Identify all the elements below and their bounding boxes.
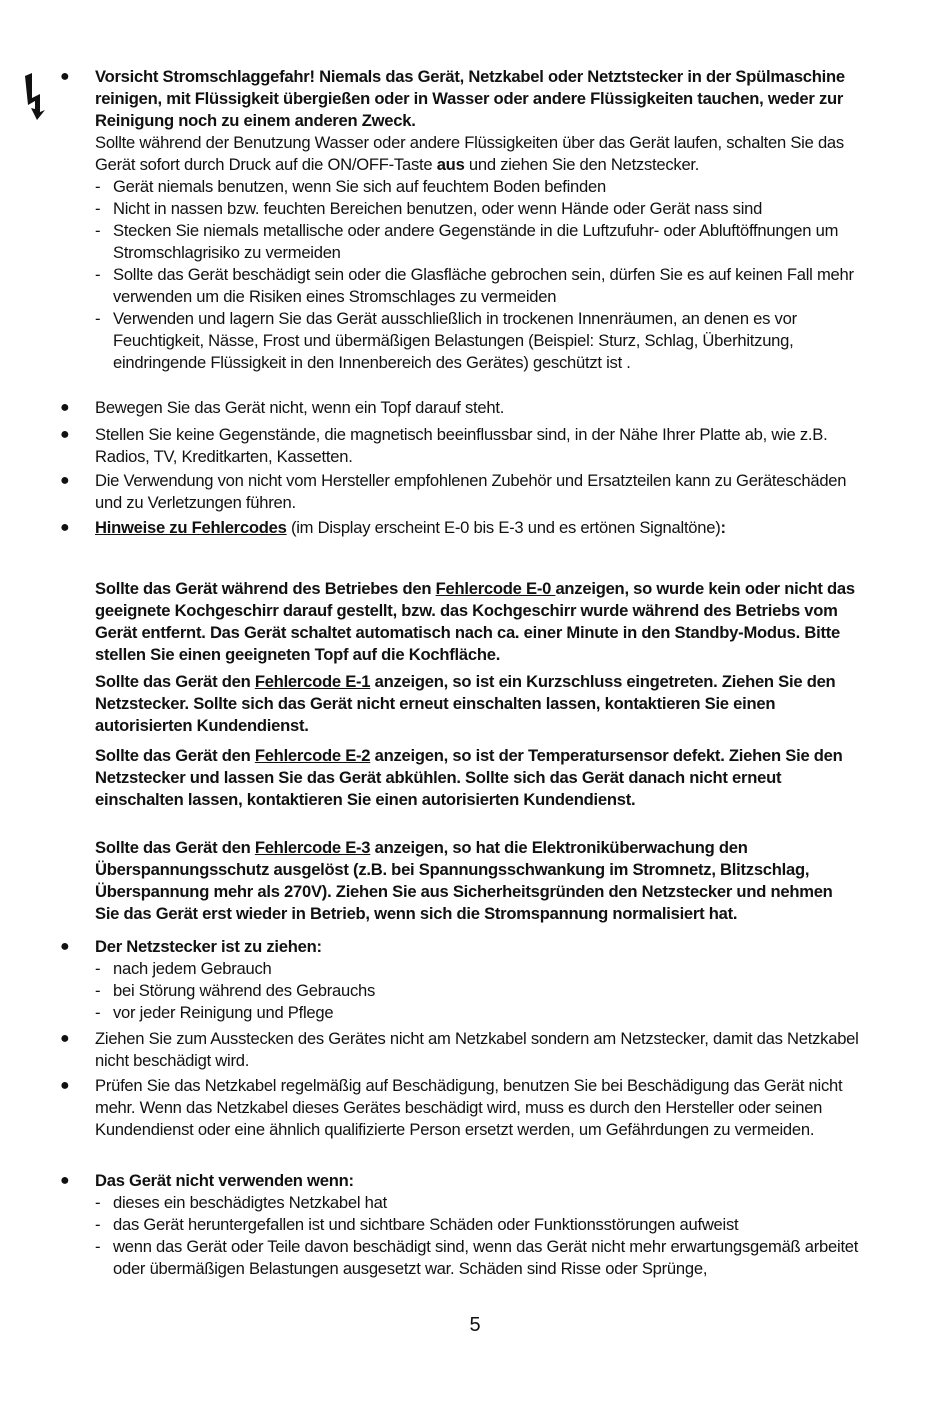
safety-item-error-codes: ● Hinweise zu Fehlercodes (im Display erscheint E-0 bis E-3 und es ertönen Signaltöne): [60,518,726,537]
lightning-warning-icon [20,70,48,122]
error-code-e2: Sollte das Gerät den Fehlercode E-2 anzeigen, so ist der Temperatursensor defekt. Ziehen Sie den Netzstecker und lassen Sie das Gerät abkühlen. Sollte sich das Gerät danach nicht erneut einschalten lassen, kontaktieren Sie einen autorisierten Kundendienst. [95,745,843,809]
error-codes-heading: Hinweise zu Fehlercodes [95,518,287,537]
bullet-icon: ● [60,1030,70,1047]
safety-item-pull-plug: ● Ziehen Sie zum Ausstecken des Gerätes nicht am Netzkabel sondern am Netzstecker, damit das Netzkabel nicht beschädigt wird. [60,1029,859,1070]
list-item: - wenn das Gerät oder Teile davon beschädigt sind, wenn das Gerät nicht mehr erwartungsgemäß arbeitet oder übermäßigen Belastungen ausgesetzt war. Schäden sind Risse oder Sprünge, [95,1237,859,1278]
safety-item-cable-check: ● Prüfen Sie das Netzkabel regelmäßig auf Beschädigung, benutzen Sie bei Beschädigung das Gerät nicht mehr. Wenn das Netzkabel dieses Gerätes beschädigt wird, muss es durch den Hersteller oder seinen Kundendienst oder eine ähnlich qualifizierte Person ersetzt werden, um Gefährdungen zu vermeiden. [60,1076,843,1139]
shock-warning-text: Sollte während der Benutzung Wasser oder andere Flüssigkeiten über das Gerät laufen, schalten Sie das Gerät sofort durch Druck auf die ON/OFF-Taste aus und ziehen Sie den Netzstecker. [95,133,844,174]
safety-item-no-moving: ● Bewegen Sie das Gerät nicht, wenn ein Topf darauf steht. [60,398,505,417]
safety-item-unplug: ● Der Netzstecker ist zu ziehen: - nach jedem Gebrauch - bei Störung während des Gebrauchs - vor jeder Reinigung und Pflege [95,936,875,1024]
list-item: - Gerät niemals benutzen, wenn Sie sich auf feuchtem Boden befinden [95,177,606,196]
list-item: - bei Störung während des Gebrauchs [95,981,376,1000]
safety-item-accessories: ● Die Verwendung von nicht vom Hersteller empfohlenen Zubehör und Ersatzteilen kann zu Geräteschäden und zu Verletzungen führen. [60,471,847,512]
error-code-e0: Sollte das Gerät während des Betriebes den Fehlercode E-0 anzeigen, so wurde kein oder nicht das geeignete Kochgeschirr darauf gestellt, bzw. das Kochgeschirr wurde während des Betriebs vom Gerät entfernt. Das Gerät schaltet automatisch nach ca. einer Minute in den Standby-Modus. Bitte stellen Sie einen geeigneten Topf auf die Kochfläche. [95,578,855,664]
list-item: - das Gerät heruntergefallen ist und sichtbare Schäden oder Funktionsstörungen aufweist [95,1215,739,1234]
bullet-icon: ● [60,1172,70,1189]
list-item: - vor jeder Reinigung und Pflege [95,1003,334,1022]
page-number: 5 [469,1314,481,1336]
error-code-e1: Sollte das Gerät den Fehlercode E-1 anzeigen, so ist ein Kurzschluss eingetreten. Ziehen Sie den Netzstecker. Sollte sich das Gerät nicht erneut einschalten lassen, kontaktieren Sie einen autorisierten Kundendienst. [95,671,836,735]
bullet-icon: ● [60,472,70,489]
list-item: - Verwenden und lagern Sie das Gerät ausschließlich in trockenen Innenräumen, an denen es vor Feuchtigkeit, Nässe, Frost und übermäßigen Belastungen (Beispiel: Sturz, Schlag, Überhitzung, eindringende Flüssigkeit in den Innenbereich des Gerätes) geschützt ist . [95,309,797,372]
bullet-icon: ● [60,426,70,443]
bullet-icon: ● [60,519,70,536]
list-item: - Stecken Sie niemals metallische oder andere Gegenstände in die Luftzufuhr- oder Abluftöffnungen um Stromschlagrisiko zu vermeiden [95,221,839,262]
bullet-icon: ● [60,68,70,85]
list-item: - Nicht in nassen bzw. feuchten Bereichen benutzen, oder wenn Hände oder Gerät nass sind [95,199,763,218]
error-code-e3: Sollte das Gerät den Fehlercode E-3 anzeigen, so hat die Elektroniküberwachung den Überspannungsschutz ausgelöst (z.B. bei Spannungsschwankung im Stromnetz, Blitzschlag, Überspannung mehr als 270V). Ziehen Sie aus Sicherheitsgründen den Netzstecker und nehmen Sie das Gerät erst wieder in Betrieb, wenn sich die Stromspannung normalisiert hat. [95,837,833,923]
bullet-icon: ● [60,938,70,955]
bullet-icon: ● [60,1077,70,1094]
list-item: - nach jedem Gebrauch [95,959,272,978]
safety-item-do-not-use: ● Das Gerät nicht verwenden wenn: - dieses ein beschädigtes Netzkabel hat - das Gerät heruntergefallen ist und sichtbare Schäden oder Funktionsstörungen aufweist - wenn das Gerät oder Teile davon beschädigt sind, wenn das Gerät nicht mehr erwartungsgemäß arbeitet oder übermäßigen Belastungen ausgesetzt war. Schäden sind Risse oder Sprünge, [95,1170,875,1280]
shock-warning-heading: Vorsicht Stromschlaggefahr! Niemals das Gerät, Netzkabel oder Netztstecker in der Spülmaschine reinigen, mit Flüssigkeit übergießen oder in Wasser oder andere Flüssigkeiten tauchen, weder zur Reinigung noch zu einem anderen Zweck. [95,67,845,130]
list-item: - Sollte das Gerät beschädigt sein oder die Glasfläche gebrochen sein, dürfen Sie es auf keinen Fall mehr verwenden um die Risiken eines Stromschlages zu vermeiden [95,265,854,306]
safety-item-electric-shock [60,66,875,374]
list-item: - dieses ein beschädigtes Netzkabel hat [95,1193,387,1212]
safety-item-magnetic: ● Stellen Sie keine Gegenstände, die magnetisch beeinflussbar sind, in der Nähe Ihrer Platte ab, wie z.B. Radios, TV, Kreditkarten, Kassetten. [60,425,828,466]
bullet-icon: ● [60,399,70,416]
